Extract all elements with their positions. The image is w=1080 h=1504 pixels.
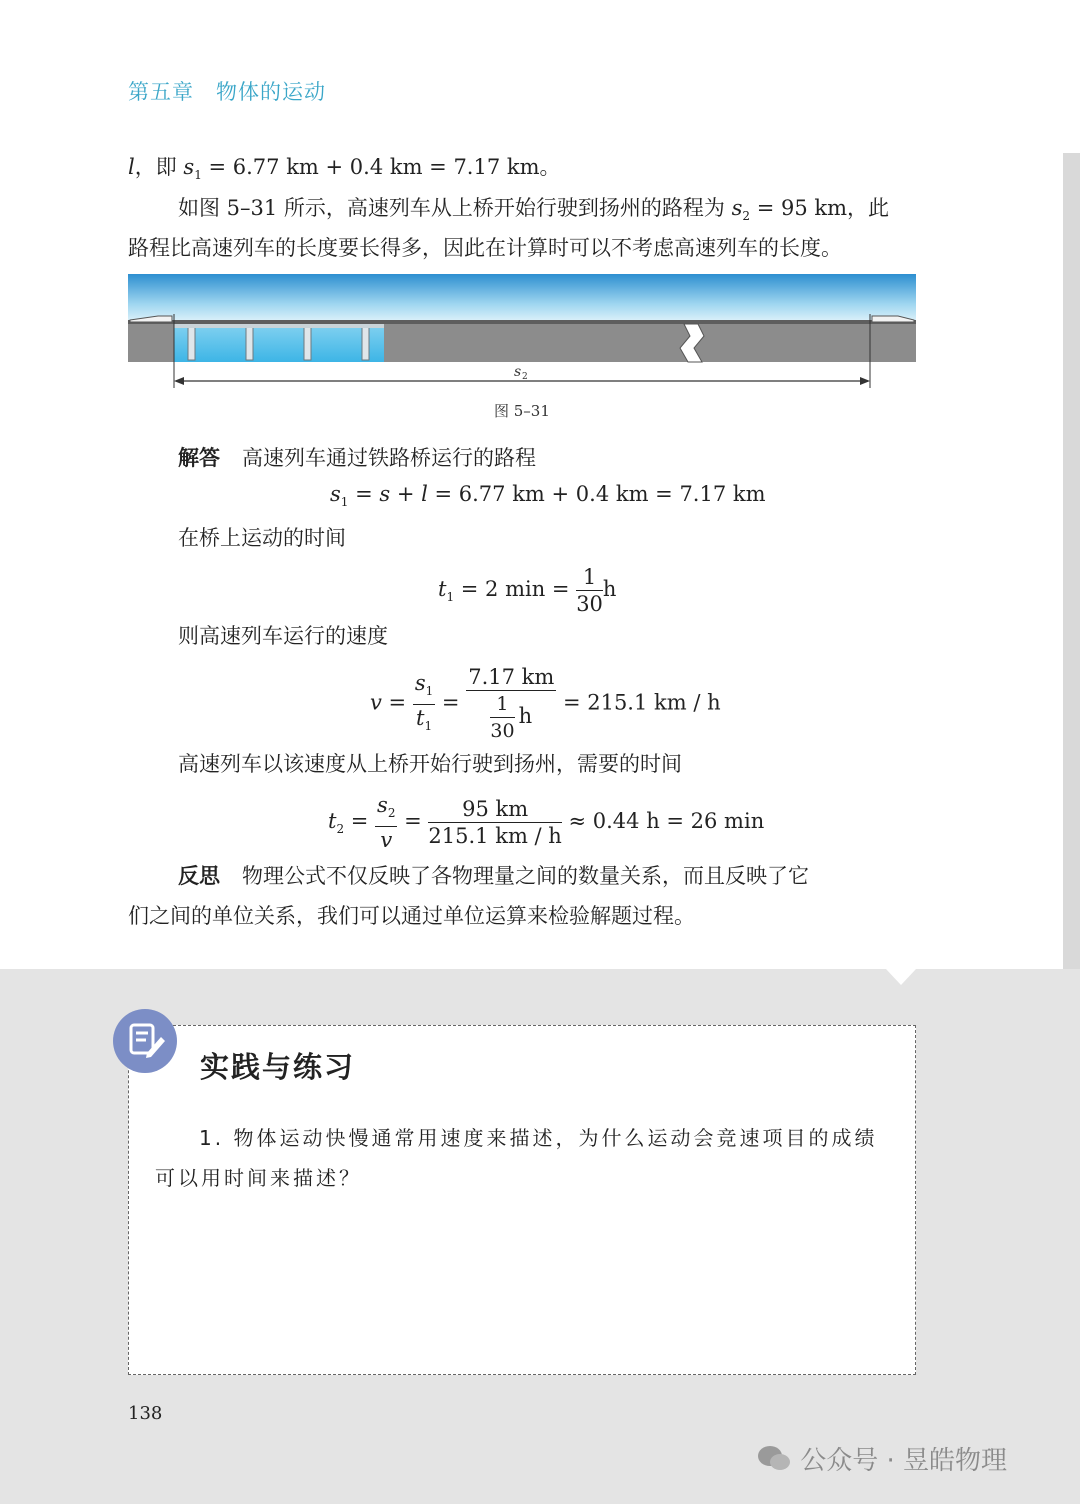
subscript: 1 xyxy=(446,590,455,604)
chapter-title: 物体的运动 xyxy=(216,80,326,104)
var: t xyxy=(415,705,425,730)
text: 高速列车通过铁路桥运行的路程 xyxy=(242,446,536,470)
var: s xyxy=(379,482,391,506)
exercise-1 xyxy=(155,1118,895,1198)
subscript: 1 xyxy=(194,168,202,182)
var: t xyxy=(328,809,337,833)
arrow-head-left xyxy=(174,377,184,385)
var-l: l xyxy=(128,155,135,179)
chapter-header xyxy=(128,76,326,106)
var-s: s xyxy=(183,155,195,179)
reflection-title: 反思 xyxy=(178,864,220,888)
equation-4 xyxy=(328,792,764,853)
denominator: 215.1 km / h xyxy=(428,824,562,848)
time2-label: 高速列车以该速度从上桥开始行驶到扬州，需要的时间 xyxy=(178,752,682,776)
solution-intro xyxy=(178,442,536,472)
arrow-head-right xyxy=(860,377,870,385)
var: s xyxy=(377,793,388,817)
unit: h xyxy=(602,577,617,601)
speed-label: 则高速列车运行的速度 xyxy=(178,624,388,648)
bridge-deck xyxy=(174,324,384,328)
wechat-icon xyxy=(756,1443,792,1473)
numerator: 95 km xyxy=(428,796,561,823)
numerator: 1 xyxy=(576,564,603,591)
text: ≈ 0.44 h = 26 min xyxy=(561,809,765,833)
text: = 215.1 km / h xyxy=(556,690,721,715)
text: 物理公式不仅反映了各物理量之间的数量关系，而且反映了它 xyxy=(242,864,809,888)
rail-track xyxy=(128,320,916,324)
text: = xyxy=(435,690,467,715)
denominator: 30 xyxy=(576,592,603,616)
label-s: s xyxy=(514,364,522,380)
text: ，即 xyxy=(134,155,184,179)
text: = 6.77 km + 0.4 km = 7.17 km。 xyxy=(201,155,561,179)
text: = xyxy=(348,482,380,506)
numerator: 1 xyxy=(490,691,514,718)
edit-note-icon xyxy=(113,1009,177,1073)
watermark xyxy=(756,1440,1007,1477)
reflection-line-1 xyxy=(178,860,809,890)
river xyxy=(174,326,384,362)
label-s-sub: 2 xyxy=(522,372,528,382)
text: = 95 km，此 xyxy=(750,196,890,220)
subscript: 1 xyxy=(424,718,433,733)
time-label: 在桥上运动的时间 xyxy=(178,526,346,550)
section-notch xyxy=(886,969,916,985)
var: t xyxy=(438,577,447,601)
exercise-line-2: 可以用时间来描述？ xyxy=(155,1166,362,1190)
reflection-line-2: 们之间的单位关系，我们可以通过单位运算来检验解题过程。 xyxy=(128,904,695,928)
equation-2 xyxy=(438,564,616,617)
denominator: v xyxy=(380,828,393,852)
watermark-text: 公众号 · 昱皓物理 xyxy=(800,1446,1008,1476)
intro-line-1 xyxy=(128,151,561,182)
fraction-value xyxy=(428,796,561,849)
figure-caption: 图 5–31 xyxy=(494,402,550,420)
var: v xyxy=(370,690,382,715)
var-s: s xyxy=(731,196,743,220)
subscript: 1 xyxy=(340,495,349,509)
subscript: 2 xyxy=(336,822,345,836)
practice-title: 实践与练习 xyxy=(200,1050,356,1084)
page-edge-strip xyxy=(1063,153,1080,969)
text: 如图 5–31 所示，高速列车从上桥开始行驶到扬州的路程为 xyxy=(178,196,732,220)
intro-line-3: 路程比高速列车的长度要长得多，因此在计算时可以不考虑高速列车的长度。 xyxy=(128,236,842,260)
exercise-line-1: 1. 物体运动快慢通常用速度来描述，为什么运动会竞速项目的成绩 xyxy=(199,1126,878,1150)
page-number: 138 xyxy=(128,1403,163,1424)
subscript: 2 xyxy=(387,806,396,820)
text: = 6.77 km + 0.4 km = 7.17 km xyxy=(427,482,766,506)
fraction-s-over-v xyxy=(375,792,397,853)
var: s xyxy=(330,482,341,506)
var: l xyxy=(421,482,428,506)
text: + xyxy=(390,482,422,506)
text: = 2 min = xyxy=(454,577,577,601)
text: = xyxy=(344,809,376,833)
solution-title: 解答 xyxy=(178,446,220,470)
text: = xyxy=(381,690,413,715)
numerator: 7.17 km xyxy=(468,665,555,689)
text: = xyxy=(397,809,429,833)
bridge-figure xyxy=(128,274,918,394)
fraction-value xyxy=(466,664,556,744)
subscript: 2 xyxy=(742,209,751,223)
fraction-s-over-t xyxy=(413,670,435,739)
denominator: 30 xyxy=(490,720,515,742)
subscript: 1 xyxy=(425,683,434,698)
fraction xyxy=(576,564,603,617)
sky xyxy=(128,274,916,324)
equation-3 xyxy=(370,664,721,744)
unit: h xyxy=(518,704,533,728)
var: s xyxy=(414,670,426,695)
equation-1 xyxy=(330,482,766,509)
intro-line-2 xyxy=(178,192,889,223)
chapter-number: 第五章 xyxy=(128,80,194,104)
